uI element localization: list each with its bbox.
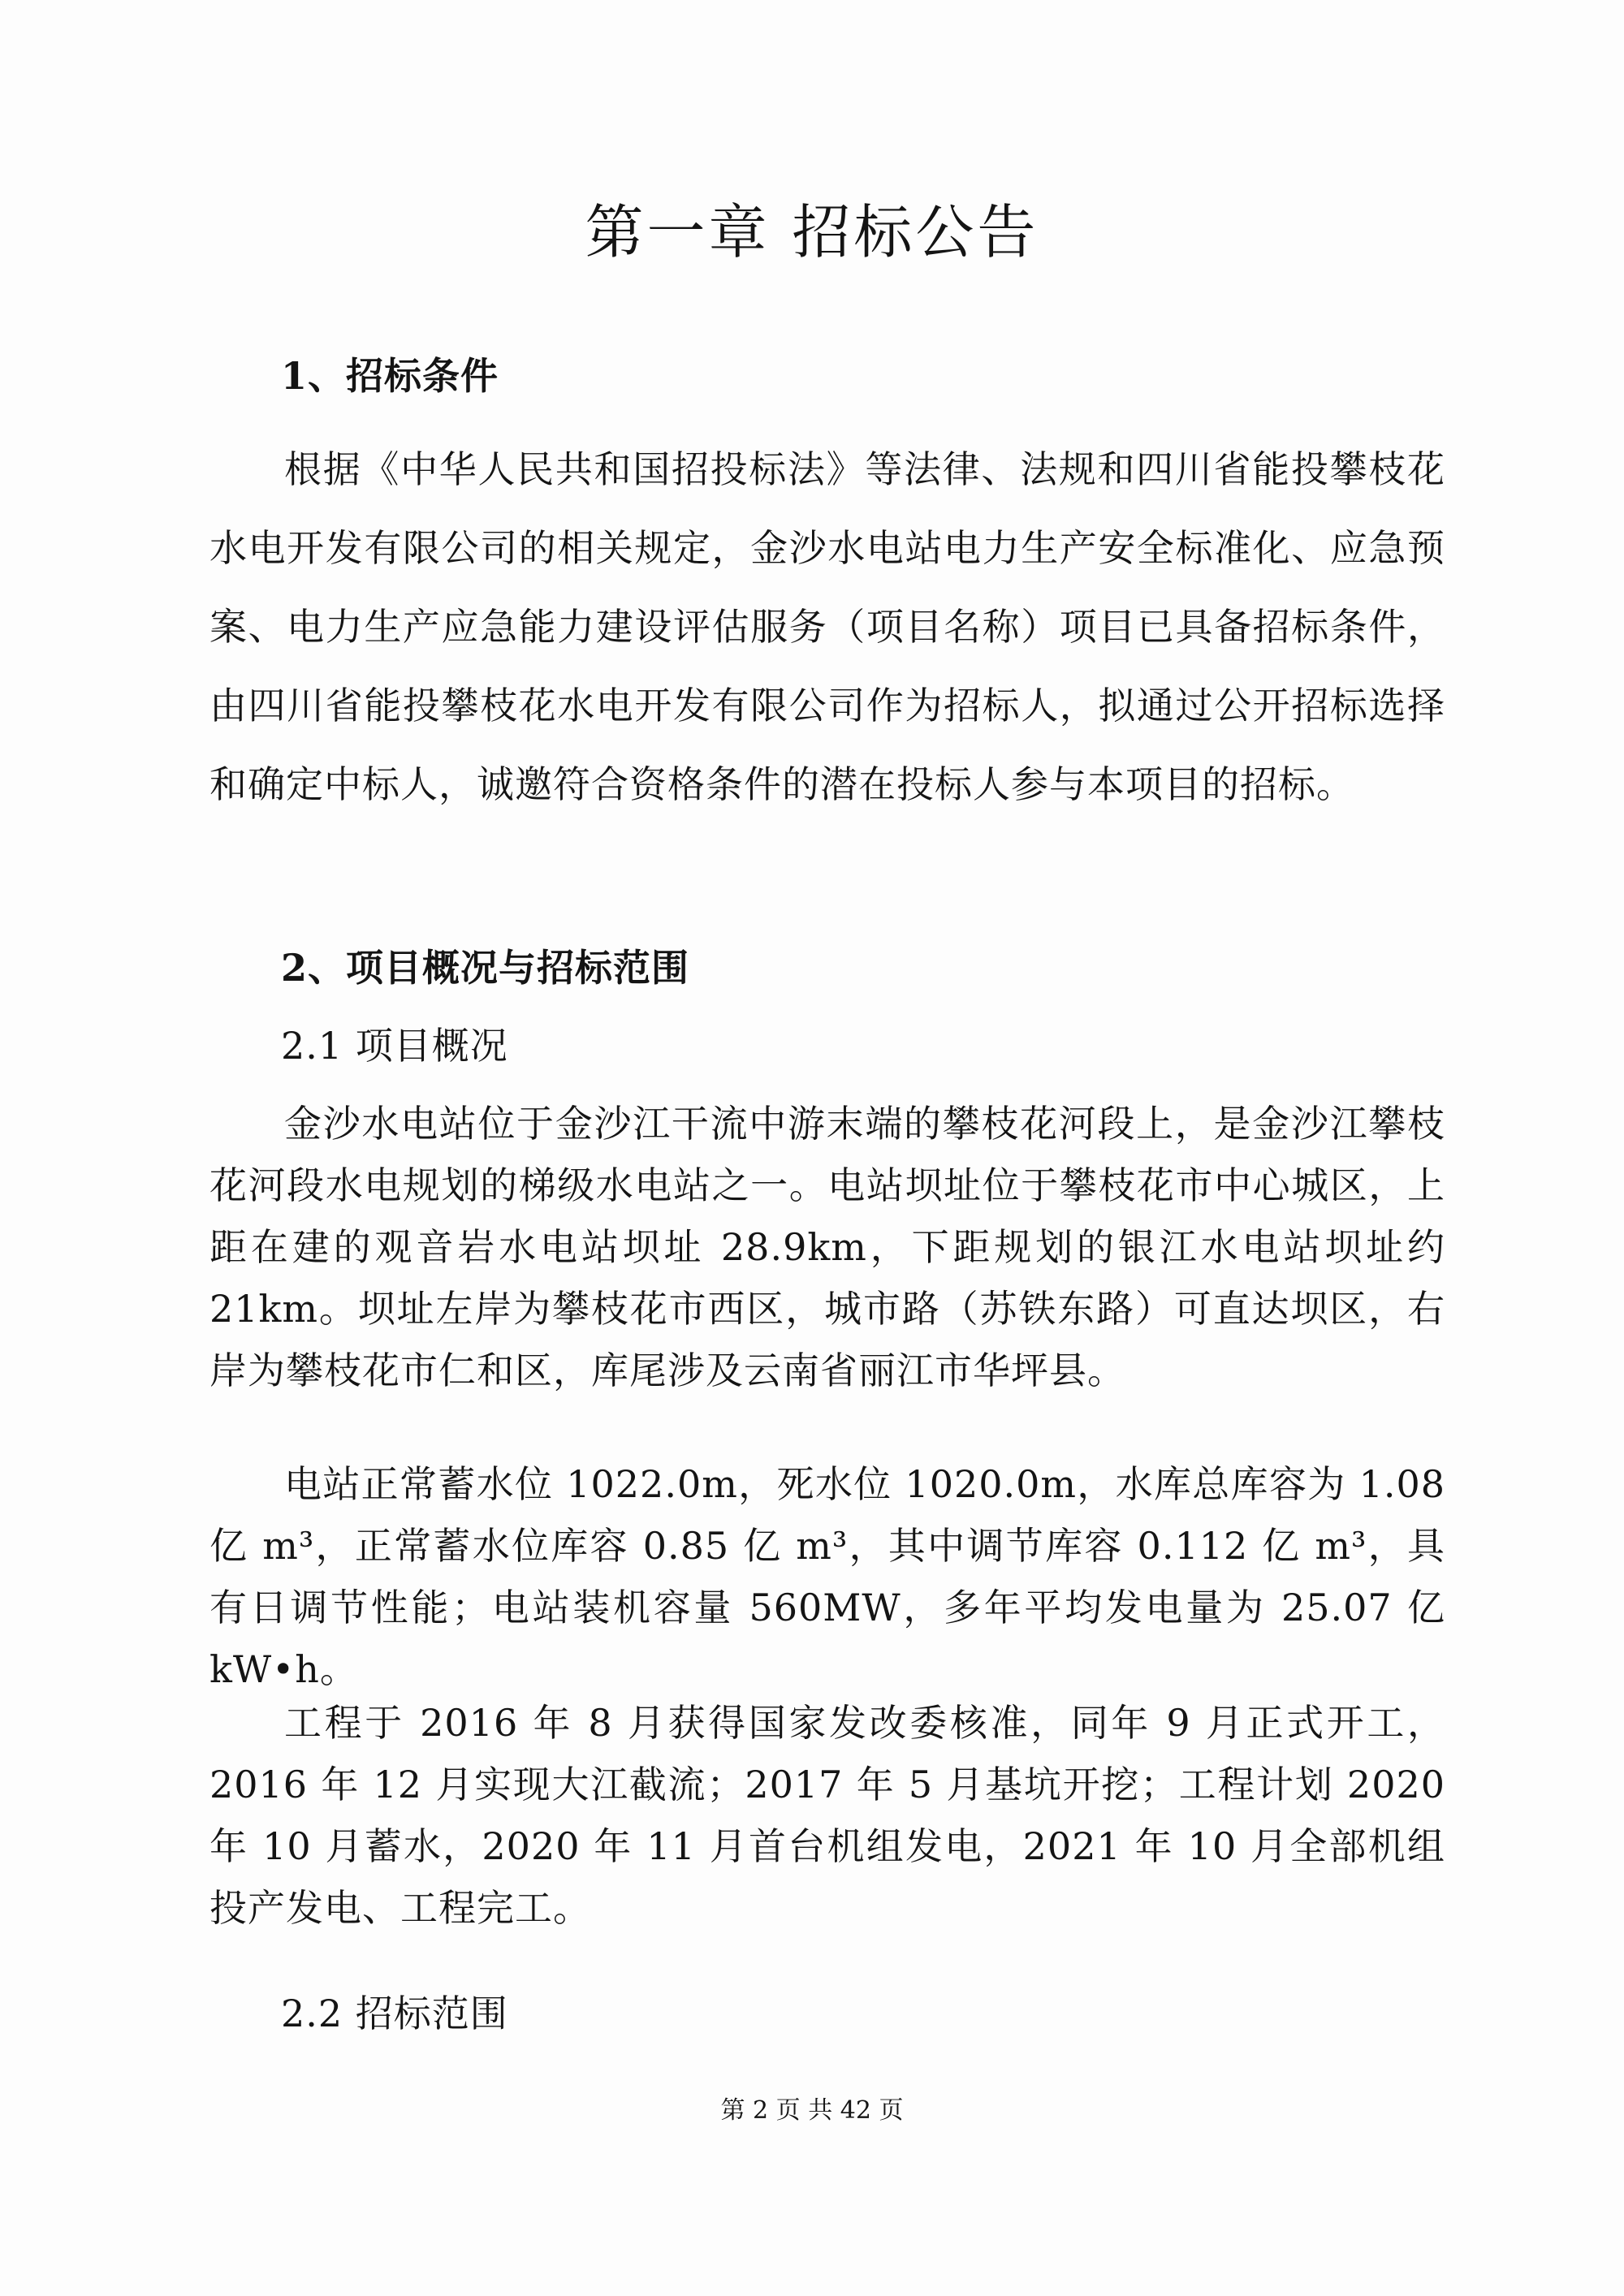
section-1-heading: 1、招标条件 — [281, 354, 499, 398]
section-2-1-paragraph-2: 电站正常蓄水位 1022.0m，死水位 1020.0m，水库总库容为 1.08 亿 m³，正常蓄水位库容 0.85 亿 m³，其中调节库容 0.112 亿 m³，具有日调节性能；电站装机容量 560MW，多年平均发电量为 25.07 亿 kW•h。 — [209, 1462, 1445, 1691]
footer-current-page: 2 — [753, 2096, 769, 2125]
section-2-heading: 2、项目概况与招标范围 — [281, 946, 690, 990]
section-2-1-paragraph-3: 工程于 2016 年 8 月获得国家发改委核准，同年 9 月正式开工，2016 年 12 月实现大江截流；2017 年 5 月基坑开挖；工程计划 2020 年 10 月蓄水，2020 年 11 月首台机组发电，2021 年 10 月全部机组投产发电、工程完工。 — [209, 1701, 1445, 1930]
footer-suffix: 页 — [879, 2096, 904, 2125]
section-2-1-heading: 2.1 项目概况 — [281, 1024, 508, 1068]
section-2-1-paragraph-1: 金沙水电站位于金沙江干流中游末端的攀枝花河段上，是金沙江攀枝花河段水电规划的梯级水电站之一。电站坝址位于攀枝花市中心城区，上距在建的观音岩水电站坝址 28.9km，下距规划的银江水电站坝址约 21km。坝址左岸为攀枝花市西区，城市路（苏铁东路）可直达坝区，右岸为攀枝花市仁和区，库尾涉及云南省丽江市华坪县。 — [209, 1102, 1445, 1392]
footer-prefix: 第 — [720, 2096, 745, 2125]
chapter-title: 第一章 招标公告 — [585, 198, 1039, 266]
section-1-paragraph: 根据《中华人民共和国招投标法》等法律、法规和四川省能投攀枝花水电开发有限公司的相关规定，金沙水电站电力生产安全标准化、应急预案、电力生产应急能力建设评估服务（项目名称）项目已具备招标条件，由四川省能投攀枝花水电开发有限公司作为招标人，拟通过公开招标选择和确定中标人，诚邀符合资格条件的潜在投标人参与本项目的招标。 — [209, 447, 1445, 806]
section-2-2-heading: 2.2 招标范围 — [281, 1992, 508, 2035]
footer-middle: 页 共 — [775, 2096, 833, 2125]
page-footer — [0, 2095, 1624, 2127]
footer-total-pages: 42 — [840, 2096, 871, 2125]
